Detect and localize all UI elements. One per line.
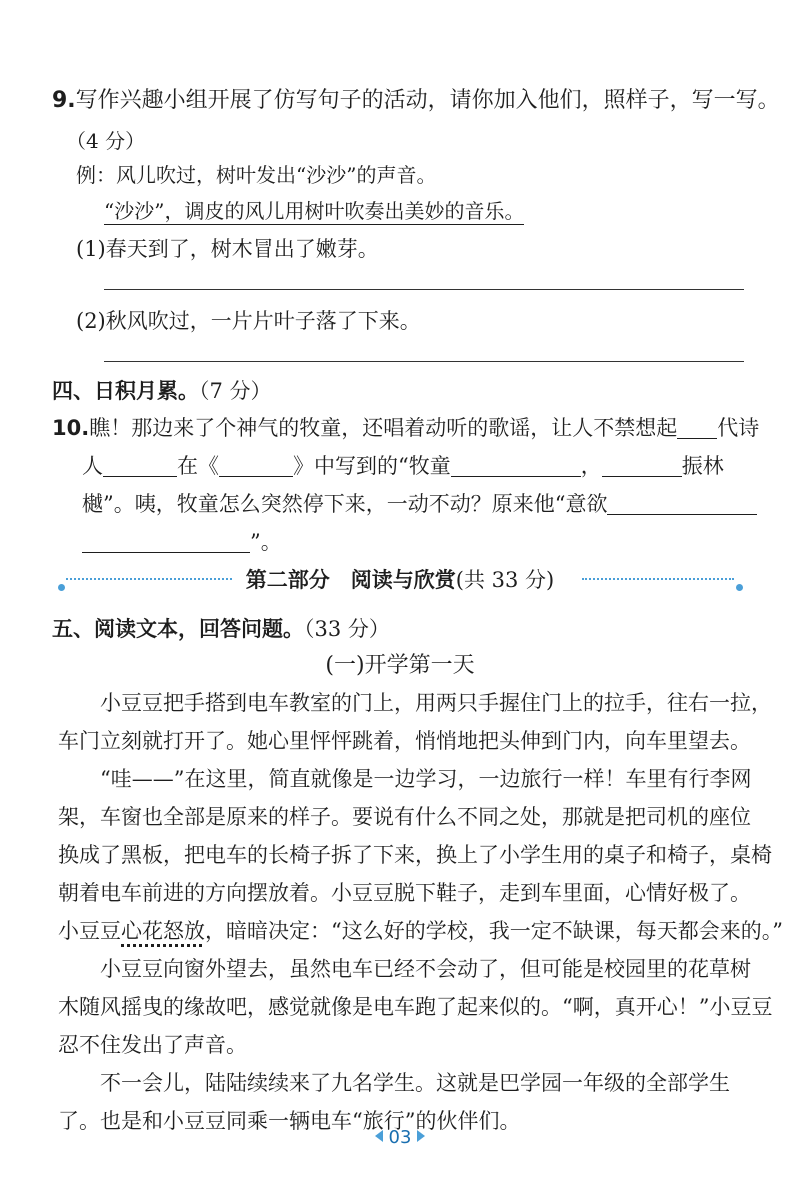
question-9-item-1: (1)春天到了，树木冒出了嫩芽。 [76, 237, 379, 261]
question-10-text-2c: 》中写到的“牧童 [293, 454, 451, 478]
page-number: 03 [388, 1127, 412, 1148]
passage-p1-line-2: 车门立刻就打开了。她心里怦怦跳着，悄悄地把头伸到门内，向车里望去。 [58, 729, 751, 753]
question-10-number: 10. [52, 416, 90, 440]
blank-poem-title[interactable] [219, 454, 293, 477]
part-2-title: 第二部分 阅读与欣赏 [245, 568, 456, 592]
part-2-score: (共 33 分) [455, 568, 555, 592]
previous-page-icon [375, 1130, 383, 1142]
answer-line-1[interactable] [104, 289, 744, 290]
passage-p3-line-2: 木随风摇曳的缘故吧，感觉就像是电车跑了起来似的。“啊，真开心！”小豆豆 [58, 995, 773, 1019]
section-5-heading [52, 614, 390, 644]
question-9-score: （4 分） [66, 129, 146, 153]
section-5-score: （33 分） [304, 617, 390, 641]
passage-p2-line-2: 架，车窗也全部是原来的样子。要说有什么不同之处，那就是把司机的座位 [58, 805, 751, 829]
question-10-line-4 [82, 527, 282, 557]
example-answer-text: “沙沙”，调皮的风儿用树叶吹奏出美妙的音乐。 [104, 199, 525, 223]
question-10-text-2d: ， [580, 454, 602, 478]
question-9-number: 9. [52, 88, 76, 113]
question-9-text: 写作兴趣小组开展了仿写句子的活动，请你加入他们，照样子，写一写。 [75, 88, 780, 113]
question-10-text-3a: 樾”。咦，牧童怎么突然停下来，一动不动？原来他“意欲 [82, 492, 608, 516]
blank-dynasty[interactable] [677, 416, 717, 439]
example-label: 例： [76, 163, 116, 187]
passage-p2-line-5b: ，暗暗决定：“这么好的学校，我一定不缺课，每天都会来的。” [205, 919, 783, 943]
question-10-text-1-end: 代诗 [717, 416, 760, 440]
passage-p2-line-5a: 小豆豆 [58, 919, 121, 943]
question-10-line-1 [52, 413, 759, 443]
answer-line-2[interactable] [104, 361, 744, 362]
passage-p4-line-2: 了。也是和小豆豆同乘一辆电车“旅行”的伙伴们。 [58, 1109, 521, 1133]
question-10-text-4-end: ”。 [250, 530, 282, 554]
passage-title: (一)开学第一天 [325, 653, 475, 678]
blank-verse-3[interactable] [607, 492, 757, 515]
question-10-text-2a: 人 [82, 454, 103, 478]
blank-poet[interactable] [103, 454, 177, 477]
example-answer [104, 196, 524, 226]
section-4-heading [52, 376, 272, 406]
section-4-title: 四、日积月累。 [52, 379, 199, 403]
blank-verse-1[interactable] [451, 454, 581, 477]
section-5-title: 五、阅读文本，回答问题。 [52, 617, 304, 641]
passage-p2-line-5 [58, 916, 783, 946]
passage-p2-line-3: 换成了黑板，把电车的长椅子拆了下来，换上了小学生用的桌子和椅子，桌椅 [58, 843, 772, 867]
blank-verse-2[interactable] [602, 454, 682, 477]
passage-p3-line-1: 小豆豆向窗外望去，虽然电车已经不会动了，但可能是校园里的花草树 [100, 957, 751, 981]
part-2-banner [0, 564, 800, 594]
question-10-line-2 [82, 451, 724, 481]
passage-p2-line-4: 朝着电车前进的方向摆放着。小豆豆脱下鞋子，走到车里面，心情好极了。 [58, 881, 751, 905]
passage-p3-line-3: 忍不住发出了声音。 [58, 1033, 247, 1057]
question-10-text-2b: 在《 [177, 454, 219, 478]
example-line [76, 160, 436, 190]
question-10-text-2e: 振林 [681, 454, 724, 478]
page-footer [0, 1127, 800, 1148]
question-10-line-3 [82, 489, 757, 519]
passage-p2-line-1: “哇——”在这里，简直就像是一边学习，一边旅行一样！车里有行李网 [100, 767, 752, 791]
example-sentence: 风儿吹过，树叶发出“沙沙”的声音。 [116, 163, 437, 187]
passage-p4-line-1: 不一会儿，陆陆续续来了九名学生。这就是巴学园一年级的全部学生 [100, 1071, 730, 1095]
question-9-item-2: (2)秋风吹过，一片片叶子落了下来。 [76, 309, 421, 333]
question-9 [52, 86, 780, 116]
passage-p1-line-1: 小豆豆把手搭到电车教室的门上，用两只手握住门上的拉手，往右一拉， [100, 691, 772, 715]
next-page-icon [417, 1130, 425, 1142]
section-4-score: （7 分） [199, 379, 272, 403]
question-10-text-1: 瞧！那边来了个神气的牧童，还唱着动听的歌谣，让人不禁想起 [89, 416, 678, 440]
blank-verse-4[interactable] [82, 530, 250, 553]
dotted-phrase: 心花怒放 [121, 919, 205, 943]
